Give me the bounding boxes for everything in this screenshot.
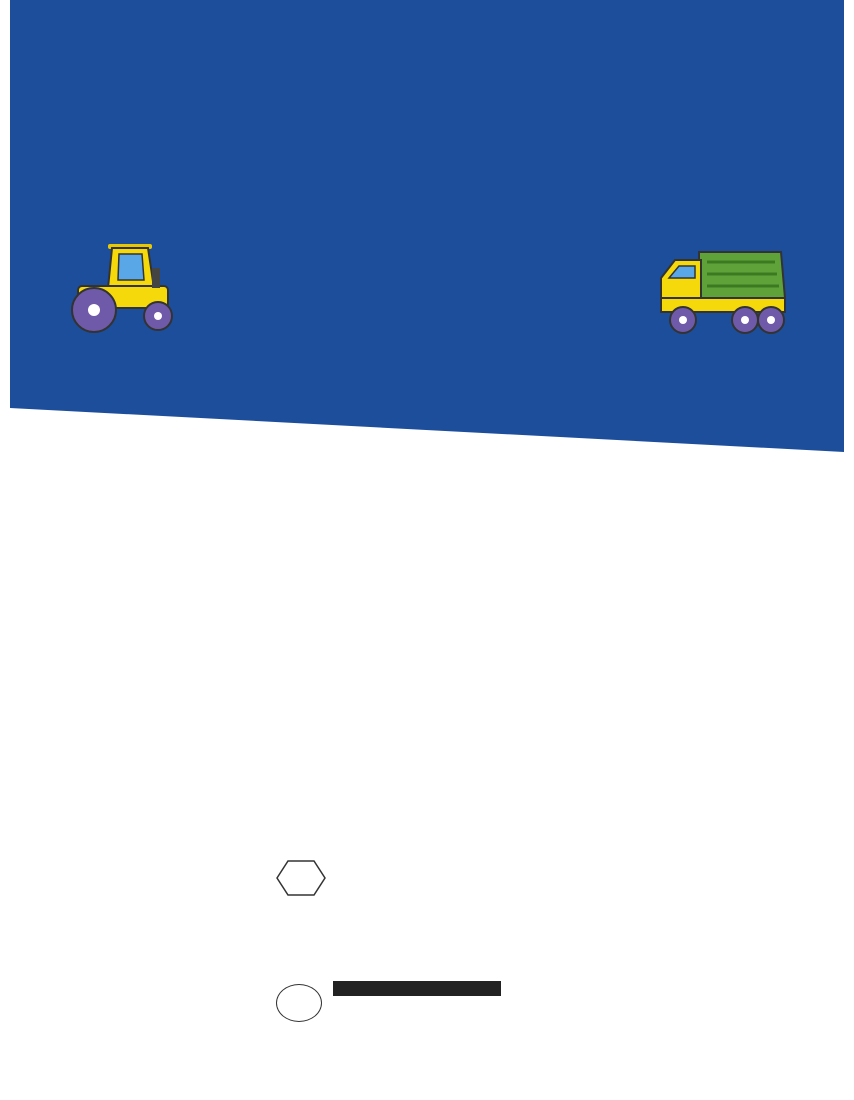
dump-truck-illustration [655, 248, 787, 340]
age-rating-0-badge [276, 984, 322, 1022]
promo-banner [0, 0, 854, 460]
age-rating-6-badge [276, 860, 326, 896]
eac-mark-icon [281, 1030, 317, 1060]
promo-text [100, 34, 754, 74]
road-roller-illustration [64, 238, 182, 334]
join-us-banner [333, 981, 501, 996]
barcode-image [56, 1003, 226, 1093]
